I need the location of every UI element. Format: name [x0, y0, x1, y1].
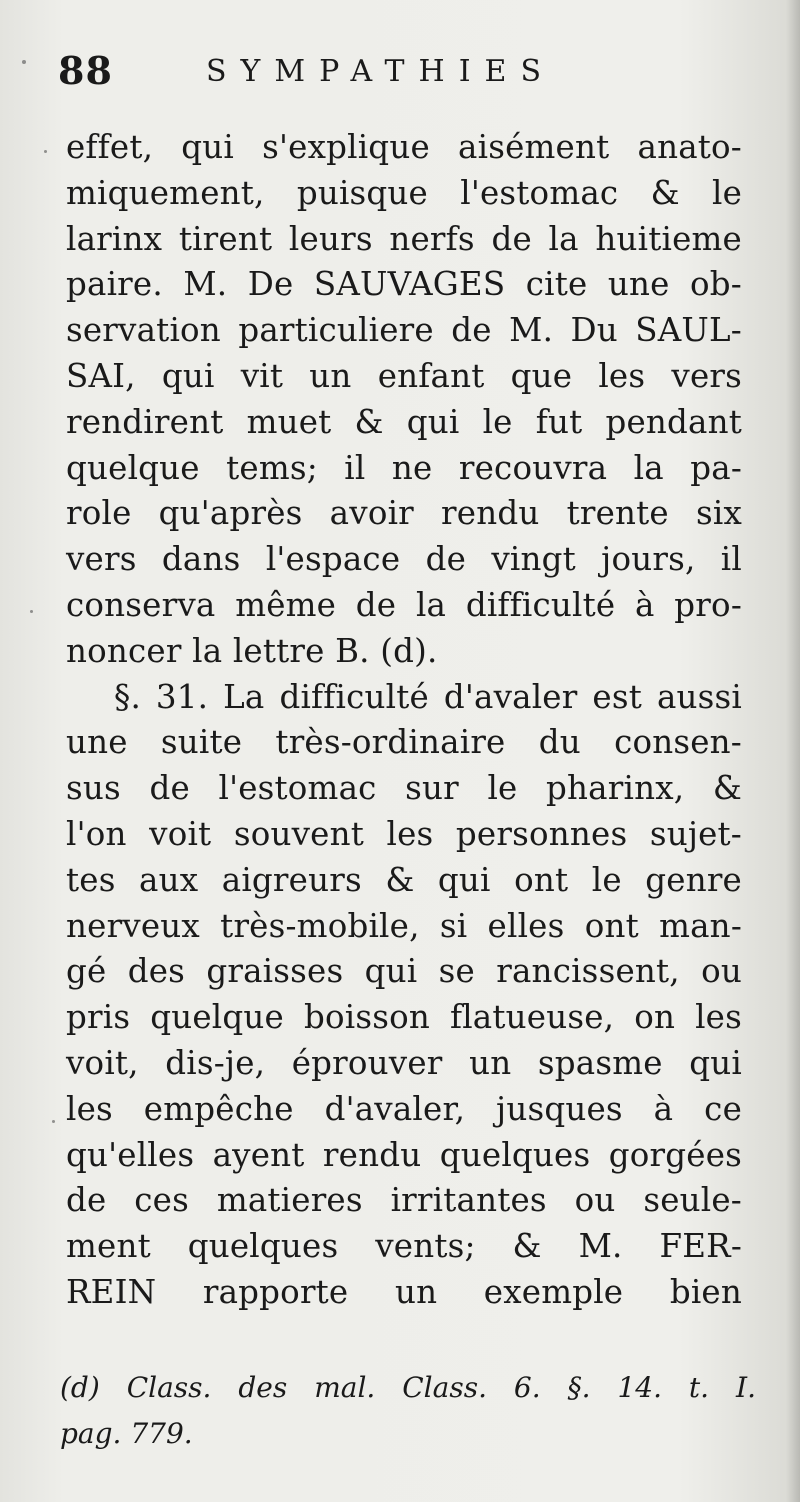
- text-line: role qu'après avoir rendu trente six: [66, 494, 742, 533]
- text-line: servation particuliere de M. Du SAUL-: [66, 311, 742, 350]
- text-line: REIN rapporte un exemple bien: [66, 1272, 742, 1311]
- text-line: voit, dis-je, éprouver un spasme qui: [66, 1043, 742, 1082]
- text-line: effet, qui s'explique aisément anato-: [66, 128, 742, 166]
- footnote-line: (d) Class. des mal. Class. 6. §. 14. t. I.: [60, 1371, 756, 1404]
- section-start-line: §. 31. La difficulté d'avaler est aussi: [114, 677, 742, 716]
- text-line: nerveux très-mobile, si elles ont man-: [66, 906, 742, 945]
- ink-speck: [22, 60, 26, 64]
- body-text: [66, 125, 742, 1316]
- text-line: vers dans l'espace de vingt jours, il: [66, 540, 742, 579]
- footnote: [60, 1365, 756, 1457]
- page-gutter-shadow: [786, 0, 800, 1502]
- text-line: l'on voit souvent les personnes sujet-: [66, 814, 742, 853]
- ink-speck: [52, 1120, 55, 1123]
- text-line: tes aux aigreurs & qui ont le genre: [66, 860, 742, 899]
- footnote-line: pag. 779.: [60, 1417, 193, 1450]
- text-line: gé des graisses qui se rancissent, ou: [66, 952, 742, 991]
- ink-speck: [44, 150, 47, 153]
- text-line: SAI, qui vit un enfant que les vers: [66, 356, 742, 395]
- text-line: quelque tems; il ne recouvra la pa-: [66, 448, 742, 487]
- text-line: noncer la lettre B. (d).: [66, 631, 438, 670]
- page-header: [58, 48, 758, 108]
- page-number: 88: [58, 48, 113, 93]
- text-line: les empêche d'avaler, jusques à ce: [66, 1089, 742, 1128]
- text-line: conserva même de la difficulté à pro-: [66, 585, 742, 624]
- text-line: qu'elles ayent rendu quelques gorgées: [66, 1135, 742, 1174]
- text-line: de ces matieres irritantes ou seule-: [66, 1181, 742, 1220]
- text-line: sus de l'estomac sur le pharinx, &: [66, 769, 742, 808]
- text-line: ment quelques vents; & M. FER-: [66, 1227, 742, 1266]
- text-line: rendirent muet & qui le fut pendant: [66, 402, 742, 441]
- text-line: miquement, puisque l'estomac & le: [66, 173, 742, 212]
- text-line: pris quelque boisson flatueuse, on les: [66, 998, 742, 1037]
- ink-speck: [30, 610, 33, 613]
- running-title: SYMPATHIES: [206, 54, 556, 89]
- text-line: une suite très-ordinaire du consen-: [66, 723, 742, 762]
- text-line: larinx tirent leurs nerfs de la huitieme: [66, 219, 742, 258]
- text-line: paire. M. De SAUVAGES cite une ob-: [66, 265, 742, 304]
